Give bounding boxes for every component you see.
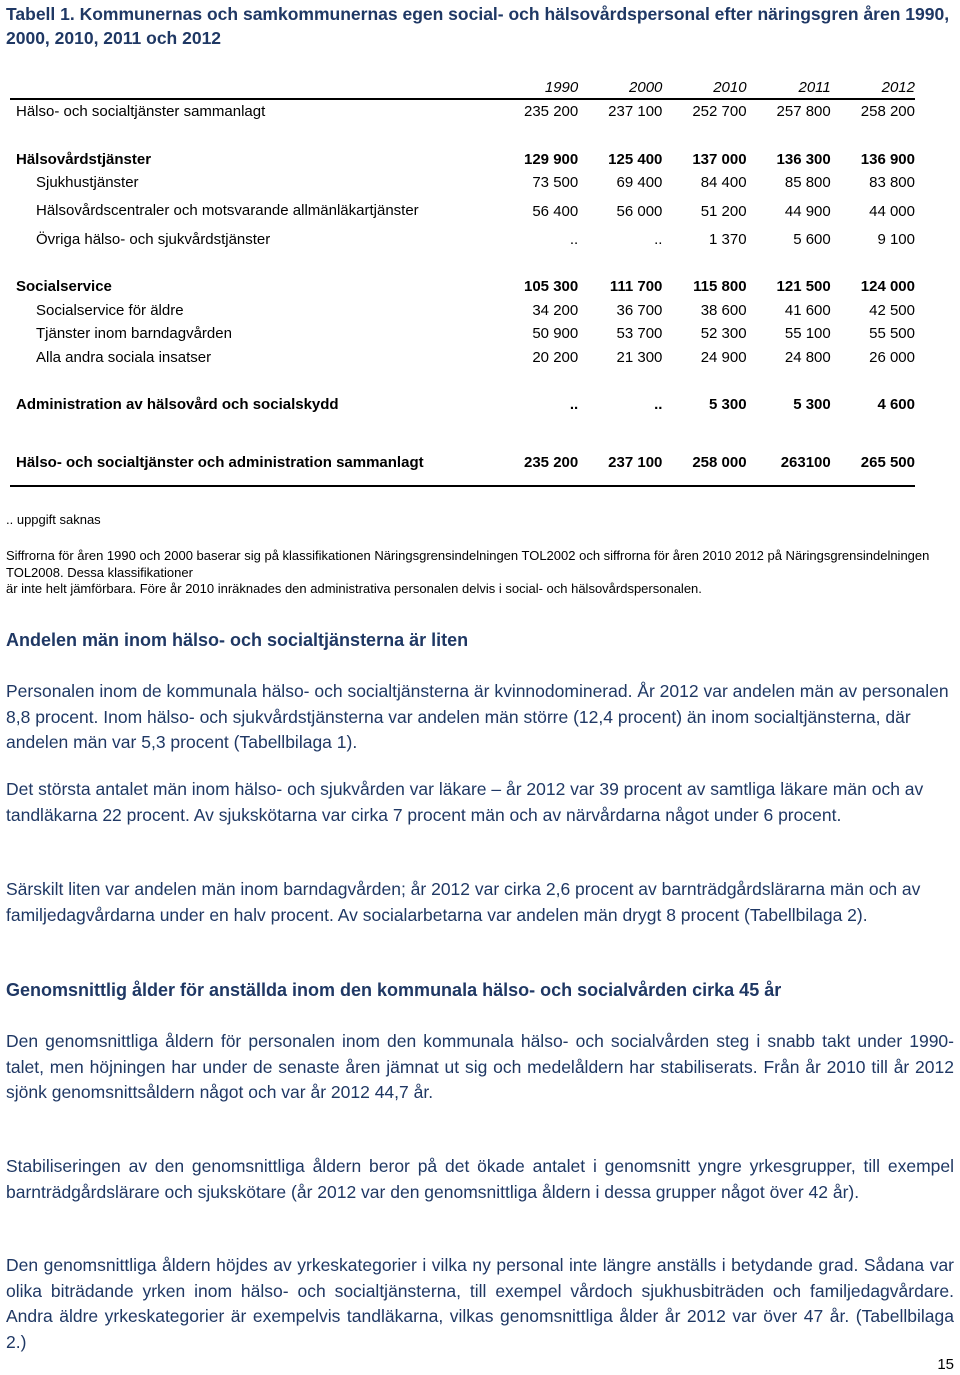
body-paragraph: Den genomsnittliga åldern höjdes av yrkeskategorier i vilka ny personal inte längre anställs i betydande grad. Sådana var olika biträdande yrken inom hälso- och socialtjänsterna, till exempel vårdoch sjukhusbiträden och familjedagvårdare. Andra äldre yrkeskategorier är exempelvis tandläkarna, vilkas genomsnittliga ålder år 2012 var över 47 år. (Tabellbilaga 2.): [6, 1255, 954, 1352]
cell-value: ..: [654, 396, 663, 414]
row-label: Hälsovårdscentraler och motsvarande allmänläkartjänster: [36, 202, 419, 219]
cell-value: 56 000: [616, 202, 663, 220]
cell-value: 83 800: [869, 174, 915, 192]
cell-value: 24 800: [784, 348, 831, 366]
cell-value: ..: [654, 230, 663, 248]
year-header: 2010: [662, 76, 746, 99]
cell-value: 136 300: [776, 150, 831, 168]
year-header: 2012: [831, 76, 915, 99]
table-footnote: .. uppgift saknas: [6, 512, 101, 527]
cell-value: 235 200: [494, 441, 578, 486]
cell-value: 69 400: [616, 174, 663, 192]
cell-value: 124 000: [860, 278, 915, 296]
cell-value: 73 500: [532, 174, 579, 192]
cell-value: 41 600: [784, 301, 831, 319]
body-paragraph: Det största antalet män inom hälso- och sjukvården var läkare – år 2012 var 39 procent av samtliga läkare män och av tandläkarna 22 procent. Av sjukskötarna var cirka 7 procent män och av närvårdarna något under 6 procent.: [6, 779, 924, 825]
cell-value: 85 800: [784, 174, 831, 192]
cell-value: 1 370: [709, 230, 747, 248]
section-heading: Genomsnittlig ålder för anställda inom den kommunala hälso- och socialvården cirka 45 år: [6, 980, 782, 1000]
table-total-row: [10, 441, 915, 486]
table-row: [10, 99, 915, 124]
cell-value: 44 000: [869, 202, 915, 220]
cell-value: 263100: [747, 441, 831, 486]
page-number: 15: [937, 1356, 954, 1373]
table-row: [10, 195, 915, 228]
cell-value: 121 500: [776, 278, 831, 296]
row-label: Socialservice: [16, 278, 112, 296]
cell-value: 137 000: [692, 150, 747, 168]
cell-value: 53 700: [616, 325, 663, 343]
table-row: [10, 393, 915, 417]
table-row: [10, 322, 915, 346]
row-label: Socialservice för äldre: [36, 301, 184, 319]
row-label: Administration av hälsovård och socialskydd: [16, 396, 339, 414]
row-label: Övriga hälso- och sjukvårdstjänster: [36, 230, 271, 248]
cell-value: 129 900: [524, 150, 579, 168]
body-paragraph: Personalen inom de kommunala hälso- och socialtjänsterna är kvinnodominerad. År 2012 var andelen män av personalen 8,8 procent. Inom hälso- och sjukvårdstjänsterna var andelen män större (12,4 procent) än inom socialtjänsterna, där andelen män var 5,3 procent (Tabellbilaga 1).: [6, 681, 949, 752]
cell-value: 24 900: [700, 348, 747, 366]
year-header: 2000: [578, 76, 662, 99]
cell-value: 34 200: [532, 301, 579, 319]
cell-value: 26 000: [869, 348, 915, 366]
cell-value: 84 400: [700, 174, 747, 192]
cell-value: 125 400: [608, 150, 663, 168]
cell-value: 55 500: [869, 325, 915, 343]
row-label: Alla andra sociala insatser: [36, 348, 212, 366]
table-row: [10, 171, 915, 195]
personnel-table: [10, 76, 915, 487]
cell-value: 258 200: [860, 103, 915, 121]
cell-value: 5 300: [793, 396, 831, 414]
cell-value: ..: [569, 396, 579, 414]
cell-value: 55 100: [784, 325, 831, 343]
cell-value: 237 100: [608, 103, 663, 121]
year-header: 2011: [747, 76, 831, 99]
table-row: [10, 275, 915, 299]
year-header-row: [10, 76, 915, 99]
body-paragraph: Den genomsnittliga åldern för personalen inom den kommunala hälso- och socialvården steg i snabb takt under 1990-talet, men höjningen har under de senaste åren jämnat ut sig och medelåldern har stabiliserats. Från år 2010 till år 2012 sjönk genomsnittsåldern något och var år 2012 44,7 år.: [6, 1031, 954, 1102]
cell-value: 265 500: [831, 441, 915, 486]
cell-value: 257 800: [776, 103, 831, 121]
cell-value: 21 300: [616, 348, 663, 366]
cell-value: 4 600: [877, 396, 915, 414]
cell-value: 9 100: [877, 230, 915, 248]
cell-value: 5 600: [793, 230, 831, 248]
cell-value: 136 900: [860, 150, 915, 168]
row-label: Hälsovårdstjänster: [16, 150, 152, 168]
cell-value: 105 300: [524, 278, 579, 296]
table-row: [10, 299, 915, 323]
body-paragraph: Särskilt liten var andelen män inom barndagvården; år 2012 var cirka 2,6 procent av barnträdgårdslärarna män och av familjedagvårdarna under en halv procent. Av socialarbetarna var andelen män drygt 8 procent (Tabellbilaga 2).: [6, 879, 921, 925]
cell-value: ..: [569, 230, 579, 248]
cell-value: 42 500: [869, 301, 915, 319]
table-number: Tabell 1.: [6, 4, 75, 24]
cell-value: 252 700: [692, 103, 747, 121]
source-note-part: Före år 2010 inräknades den administrativa personalen delvis i social- och hälsovårdspersonalen.: [136, 581, 702, 596]
cell-value: 51 200: [700, 202, 747, 220]
row-label: Tjänster inom barndagvården: [36, 325, 232, 343]
cell-value: 36 700: [616, 301, 663, 319]
cell-value: 235 200: [524, 103, 579, 121]
section-heading: Andelen män inom hälso- och socialtjänsterna är liten: [6, 630, 469, 650]
table-caption: Kommunernas och samkommunernas egen social- och hälsovårdspersonal efter näringsgren åren 1990, 2000, 2010, 2011 och 2012: [6, 4, 950, 48]
cell-value: 20 200: [532, 348, 579, 366]
table-title: [6, 2, 956, 50]
cell-value: 52 300: [700, 325, 747, 343]
source-note-part: Siffrorna för åren 1990 och 2000 baserar sig på klassifikationen Näringsgrensindelningen TOL2002 och siffrorna för åren 2010 2012 på Näringsgrensindelningen TOL2008. Dessa klassifikationer: [6, 548, 930, 580]
row-label: Hälso- och socialtjänster sammanlagt: [16, 103, 266, 121]
source-note-part: är inte helt jämförbara.: [6, 581, 137, 596]
table-source-note: [6, 548, 956, 598]
row-label: Hälso- och socialtjänster och administration sammanlagt: [10, 441, 494, 486]
cell-value: 258 000: [662, 441, 746, 486]
table-row: [10, 228, 915, 252]
cell-value: 115 800: [693, 278, 747, 296]
cell-value: 38 600: [700, 301, 747, 319]
cell-value: 50 900: [532, 325, 579, 343]
cell-value: 44 900: [784, 202, 831, 220]
cell-value: 111 700: [609, 278, 663, 296]
cell-value: 56 400: [532, 202, 579, 220]
body-paragraph: Stabiliseringen av den genomsnittliga åldern beror på det ökade antalet i genomsnitt yngre yrkesgrupper, till exempel barnträdgårdslärare och sjukskötare (år 2012 var den genomsnittliga åldern i dessa grupper något över 42 år).: [6, 1156, 954, 1202]
table-row: [10, 148, 915, 172]
cell-value: 5 300: [709, 396, 747, 414]
cell-value: 237 100: [578, 441, 662, 486]
table-row: [10, 346, 915, 370]
row-label: Sjukhustjänster: [36, 174, 139, 192]
year-header: 1990: [494, 76, 578, 99]
